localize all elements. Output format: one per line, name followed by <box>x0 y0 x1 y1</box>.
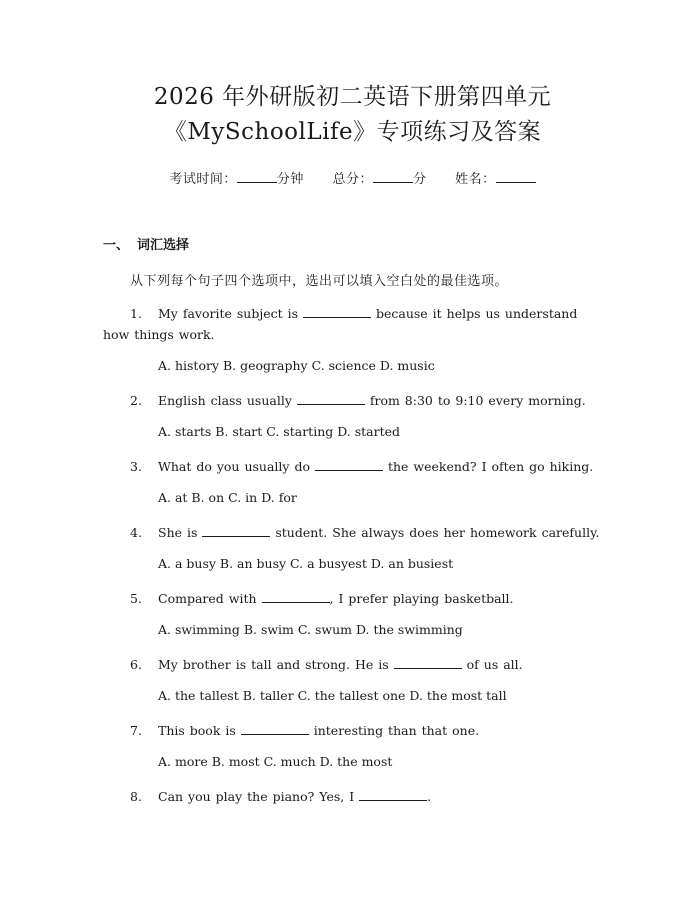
question-text-before: What do you usually do <box>158 459 315 474</box>
section-number: 一、 <box>103 238 130 253</box>
time-unit: 分钟 <box>276 172 304 187</box>
question-item <box>103 654 602 675</box>
question-item <box>103 390 602 411</box>
question-item <box>103 588 602 609</box>
question-text-before: This book is <box>158 723 241 738</box>
question-text-after: interesting than that one. <box>308 723 480 738</box>
question-text-after: of us all. <box>461 657 523 672</box>
question-text-after: because it helps us understand how things work. <box>103 306 578 342</box>
question-number: 2. <box>130 393 142 408</box>
question-text-before: She is <box>158 525 203 540</box>
time-blank <box>237 170 277 183</box>
question-number: 7. <box>130 723 142 738</box>
answer-options: A. the tallest B. taller C. the tallest one D. the most tall <box>158 688 507 703</box>
answer-blank <box>262 590 330 603</box>
title-line-1: 2026 年外研版初二英语下册第四单元 <box>153 84 552 110</box>
answer-options: A. starts B. start C. starting D. started <box>158 424 401 439</box>
answer-options: A. at B. on C. in D. for <box>158 490 297 505</box>
score-blank <box>373 170 413 183</box>
answer-blank <box>394 656 462 669</box>
question-item <box>103 303 602 345</box>
question-item <box>103 786 602 807</box>
question-number: 4. <box>130 525 142 540</box>
exam-time <box>169 168 304 187</box>
exam-info-row <box>103 168 602 187</box>
question-text-before: My favorite subject is <box>158 306 303 321</box>
name-blank <box>496 170 536 183</box>
title-line-2: 《MySchoolLife》专项练习及答案 <box>163 119 542 145</box>
section-title: 词汇选择 <box>137 238 190 253</box>
document-title <box>103 80 602 150</box>
answer-blank <box>241 722 309 735</box>
answer-blank <box>359 788 427 801</box>
question-text-before: Can you play the piano? Yes, I <box>158 789 360 804</box>
question-text-after: student. She always does her homework carefully. <box>270 525 600 540</box>
answer-blank <box>297 392 365 405</box>
answer-options: A. a busy B. an busy C. a busyest D. an busiest <box>158 556 454 571</box>
answer-blank <box>202 524 270 537</box>
question-number: 1. <box>130 306 142 321</box>
question-text-before: Compared with <box>158 591 262 606</box>
time-label: 考试时间： <box>169 172 237 187</box>
question-text-after: from 8:30 to 9:10 every morning. <box>364 393 586 408</box>
question-number: 6. <box>130 657 142 672</box>
question-item <box>103 456 602 477</box>
name-label: 姓名： <box>455 172 496 187</box>
question-number: 3. <box>130 459 142 474</box>
question-item <box>103 522 602 543</box>
question-item <box>103 720 602 741</box>
question-text-after: . <box>427 789 432 804</box>
score-unit: 分 <box>413 172 427 187</box>
student-name <box>455 168 536 187</box>
question-text-before: English class usually <box>158 393 297 408</box>
answer-options: A. history B. geography C. science D. music <box>158 358 435 373</box>
question-text-after: the weekend? I often go hiking. <box>382 459 594 474</box>
question-text-after: , I prefer playing basketball. <box>329 591 514 606</box>
question-list <box>103 303 602 807</box>
answer-blank <box>303 305 371 318</box>
answer-options: A. more B. most C. much D. the most <box>158 754 393 769</box>
section-instruction: 从下列每个句子四个选项中，选出可以填入空白处的最佳选项。 <box>130 274 509 289</box>
total-score <box>332 168 426 187</box>
question-text-before: My brother is tall and strong. He is <box>158 657 394 672</box>
score-label: 总分： <box>332 172 373 187</box>
answer-options: A. swimming B. swim C. swum D. the swimming <box>158 622 463 637</box>
question-number: 5. <box>130 591 142 606</box>
section-heading <box>103 234 602 253</box>
answer-blank <box>315 458 383 471</box>
question-number: 8. <box>130 789 142 804</box>
